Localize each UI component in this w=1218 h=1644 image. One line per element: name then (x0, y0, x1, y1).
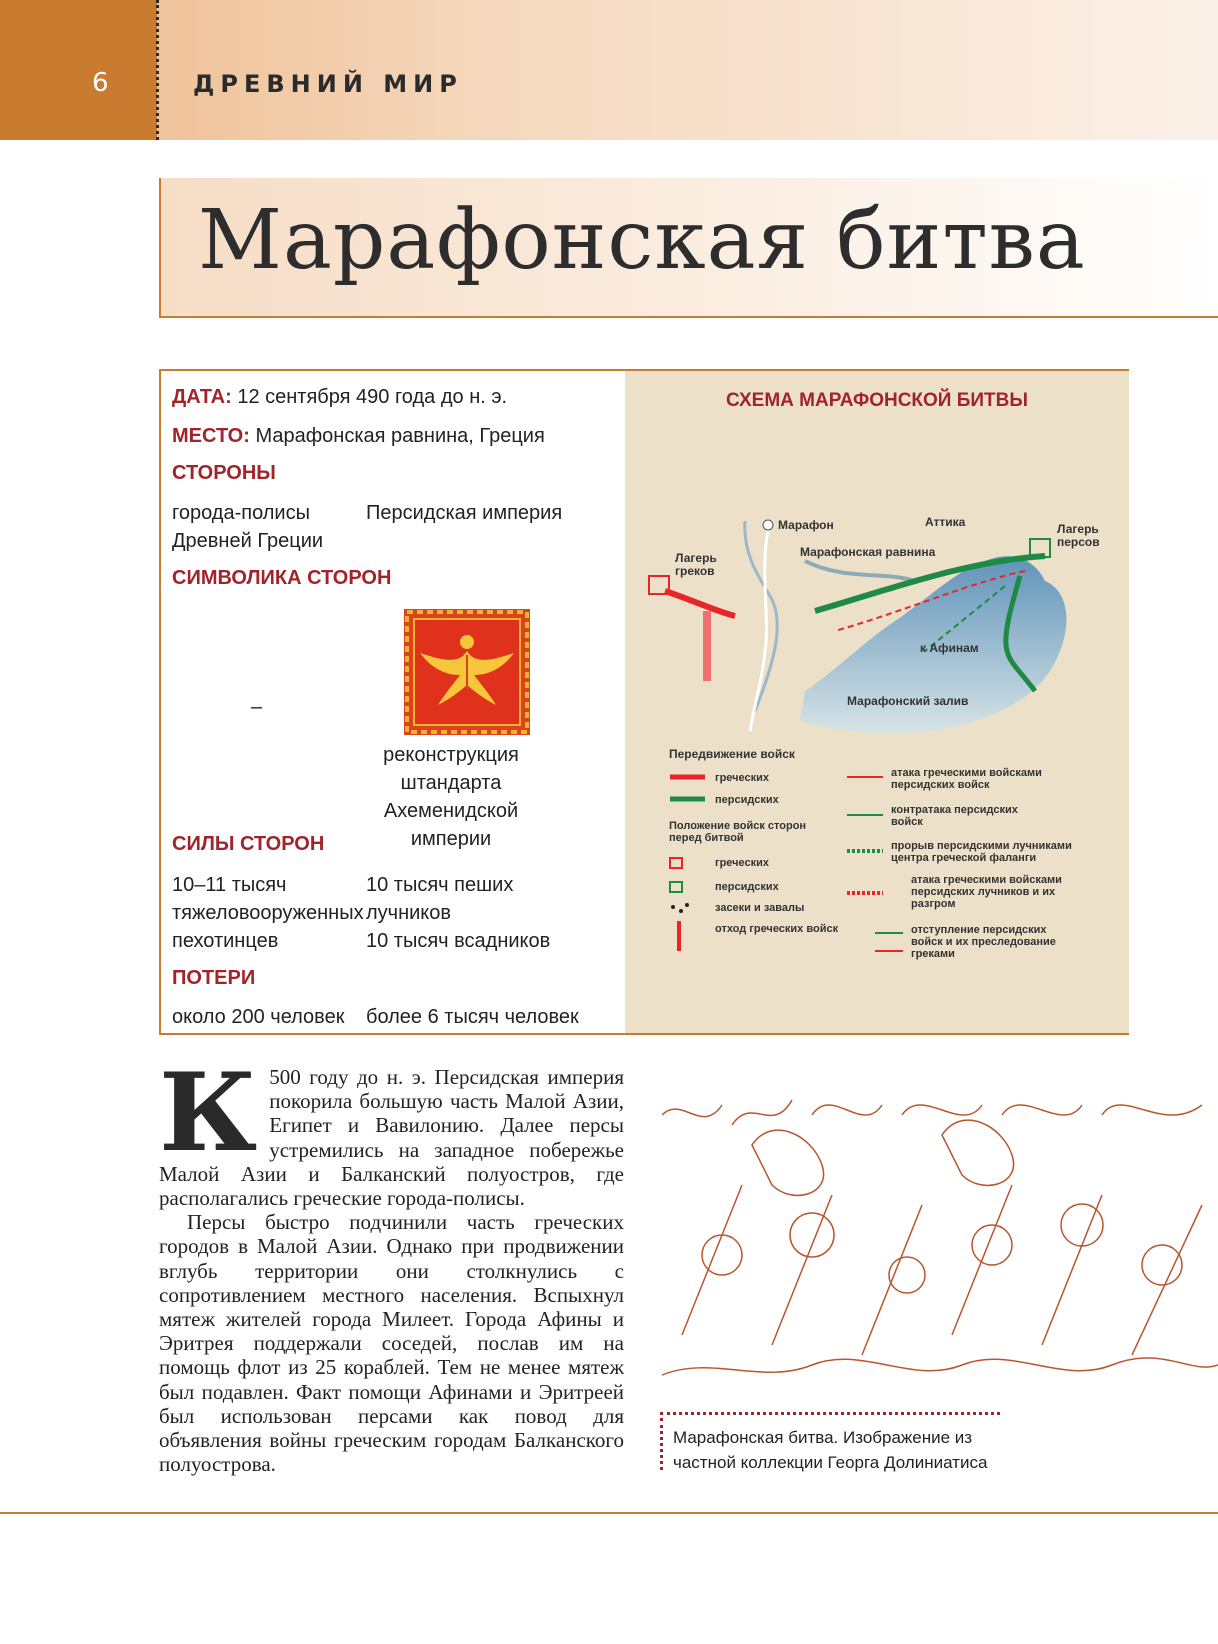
page-title: Марафонская битва (198, 193, 1086, 288)
greek-phalanx (703, 611, 711, 681)
battle-map-graphic (625, 371, 1129, 1033)
date-label: ДАТА: (172, 386, 232, 408)
label-persian-camp-2: персов (1057, 535, 1100, 549)
legend-pursuit-2: войск и их преследование (911, 936, 1056, 948)
side-greek-line-2: Древней Греции (172, 530, 324, 552)
caption-divider (660, 1412, 1000, 1415)
legend-attack-1: атака греческими войсками (891, 767, 1042, 779)
page-number: 6 (92, 68, 109, 98)
label-persian-camp-1: Лагерь (1057, 522, 1099, 536)
legend-pos-persian: персидских (715, 881, 779, 893)
forces-persian-line-2: лучников (366, 902, 452, 924)
date-row (172, 383, 507, 411)
symbol-persian-line-3: Ахеменидской империи (383, 800, 519, 850)
place-label: МЕСТО: (172, 425, 250, 447)
place-value: Марафонская равнина, Греция (255, 425, 545, 447)
legend-position-header-2: перед битвой (669, 832, 744, 844)
legend-position-header-1: Положение войск сторон (669, 820, 807, 832)
forces-persian-line-1: 10 тысяч пеших (366, 874, 514, 896)
label-attica: Аттика (925, 515, 966, 529)
legend-pos-persian-swatch (670, 882, 682, 892)
marathon-marker (763, 520, 773, 530)
label-marathon: Марафон (778, 518, 834, 532)
bottom-rule (0, 1512, 1218, 1514)
forces-header: СИЛЫ СТОРОН (172, 833, 325, 855)
legend-retreat-swatch (677, 921, 681, 951)
legend-rout-3: разгром (911, 898, 956, 910)
legend-movement-header: Передвижение войск (669, 747, 795, 761)
legend-obstacles: засеки и завалы (715, 902, 805, 914)
legend-breakthrough-1: прорыв персидскими лучниками (891, 840, 1072, 852)
battle-map (625, 371, 1129, 1033)
illustration-caption: Марафонская битва. Изображение из частной коллекции Георга Долиниатиса (673, 1428, 988, 1472)
legend-rout-2: персидских лучников и их (911, 886, 1056, 898)
losses-greek: около 200 человек (172, 1006, 345, 1028)
article-paragraph-2: Персы быстро подчинили часть греческих городов в Малой Азии. Однако при продвижении вглубь территории они столкнулись с сопротивлением местного населения. Вспыхнул мятеж жителей города Милеет. Города Афины и Эритрея поддержали соседей, послав им на помощь флот из 25 кораблей. Тем не менее мятеж был подавлен. Факт помощи Афинами и Эритреей был использован персами как повод для объявления войны греческим городам Балканского полуострова. (159, 1210, 624, 1477)
map-title: СХЕМА МАРАФОНСКОЙ БИТВЫ (726, 390, 1028, 411)
losses-persian: более 6 тысяч человек (366, 1006, 579, 1028)
sides-header: СТОРОНЫ (172, 462, 276, 484)
legend-attack-2: персидских войск (891, 779, 990, 791)
date-value: 12 сентября 490 года до н. э. (237, 386, 508, 408)
battle-illustration (662, 1075, 1218, 1395)
place-row (172, 422, 545, 450)
forces-persian-line-3: 10 тысяч всадников (366, 930, 551, 952)
legend-persian: персидских (715, 794, 779, 806)
symbols-header: СИМВОЛИКА СТОРОН (172, 567, 392, 589)
label-plain: Марафонская равнина (800, 545, 936, 559)
losses-header: ПОТЕРИ (172, 967, 256, 989)
forces-greek-line-2: тяжеловооруженных (172, 902, 364, 924)
symbol-persian-line-1: реконструкция (383, 744, 519, 766)
dropcap: К (159, 1050, 258, 1176)
label-greek-camp-1: Лагерь (675, 551, 717, 565)
symbol-persian-line-2: штандарта (400, 772, 502, 794)
label-greek-camp-2: греков (675, 564, 715, 578)
section-title: ДРЕВНИЙ МИР (193, 70, 463, 98)
legend-rout-1: атака греческими войсками (911, 874, 1062, 886)
legend-pursuit-1: отступление персидских (911, 924, 1047, 936)
legend-retreat: отход греческих войск (715, 923, 839, 935)
forces-greek-line-3: пехотинцев (172, 930, 279, 952)
greek-move-arrow (665, 591, 735, 616)
river-2 (805, 561, 915, 581)
label-to-athens: к Афинам (920, 641, 979, 655)
article-paragraph-1: 500 году до н. э. Персидская империя покорила большую часть Малой Азии, Египет и Вавилонию. Далее персы устремились на западное побережье Малой Азии и Балканский полуостров, где располагались греческие города-полисы. (159, 1065, 624, 1211)
legend-counter-1: контратака персидских (891, 804, 1018, 816)
legend-breakthrough-2: центра греческой фаланги (891, 852, 1037, 864)
label-bay: Марафонский залив (847, 694, 969, 708)
legend-obstacles-swatch (671, 905, 675, 909)
article-body (159, 1050, 624, 1477)
info-panel (159, 369, 1129, 1035)
facts-column (161, 371, 625, 1033)
legend-pos-greek-swatch (670, 858, 682, 868)
legend-pursuit-3: греками (911, 948, 955, 960)
persian-standard-image (404, 609, 530, 735)
header-divider (156, 0, 159, 140)
legend-greek: греческих (715, 772, 770, 784)
side-greek-line-1: города-полисы (172, 502, 310, 524)
symbol-greek: – (251, 696, 263, 718)
legend-counter-2: войск (891, 816, 923, 828)
side-persian: Персидская империя (366, 502, 563, 524)
forces-greek-line-1: 10–11 тысяч (172, 874, 287, 896)
caption-marker (660, 1418, 663, 1470)
legend-pos-greek: греческих (715, 857, 770, 869)
